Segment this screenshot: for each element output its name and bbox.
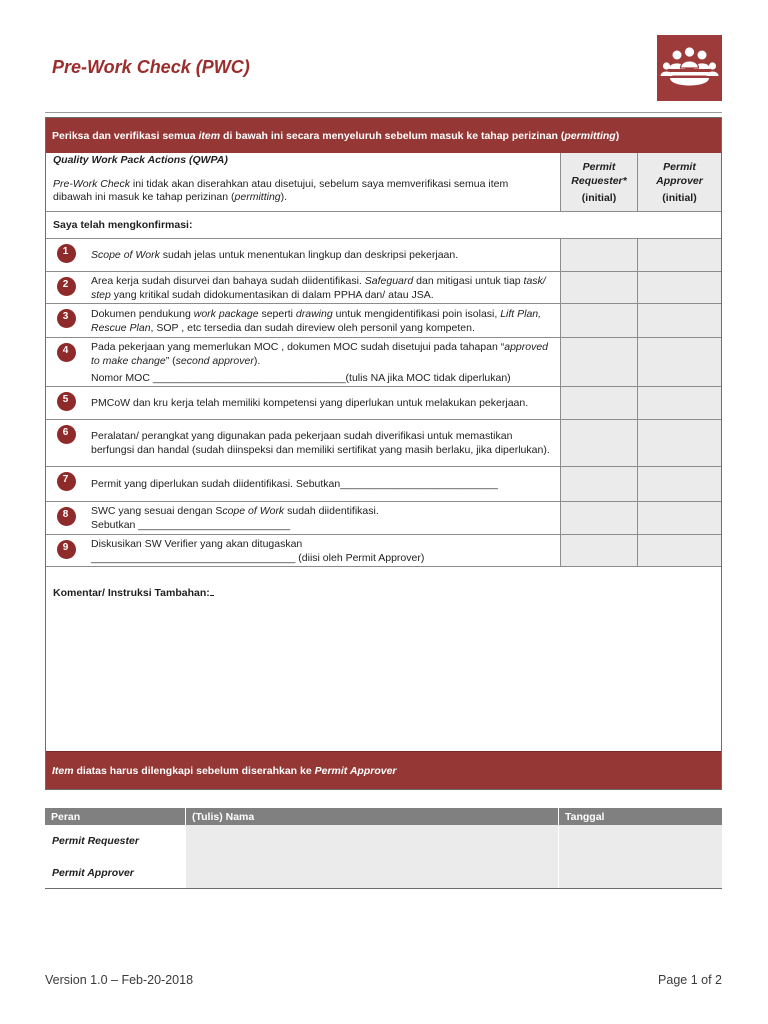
date-field[interactable]: [558, 857, 722, 888]
qwpa-title: Quality Work Pack Actions (QWPA): [53, 154, 228, 166]
checklist-item-6: [46, 419, 721, 466]
italic-text-run: Safeguard: [364, 274, 414, 287]
text-paragraph: [91, 429, 553, 457]
text-paragraph: [91, 340, 553, 368]
item-text-cell: [46, 467, 560, 501]
approver-initial-field[interactable]: [637, 420, 721, 466]
header-divider: [45, 112, 722, 113]
approver-initial-field[interactable]: [637, 467, 721, 501]
checklist-item-4: [46, 337, 721, 386]
text-run: Nomor MOC _________________________________(tulis NA jika MOC tidak diperlukan): [91, 371, 511, 384]
text-run: Diskusikan SW Verifier yang akan ditugaskan: [91, 537, 303, 550]
approver-role-label: Permit Approver: [656, 160, 703, 187]
text-run: diatas harus dilengkapi sebelum diserahkan ke: [73, 764, 315, 777]
item-number-badge: 3: [57, 309, 76, 328]
item-description: [91, 477, 553, 491]
approver-initial-field[interactable]: [637, 272, 721, 303]
item-number-badge: 7: [57, 472, 76, 491]
signature-row-approver: [45, 857, 722, 888]
item-text-cell: [46, 304, 560, 337]
checklist-item-7: [46, 466, 721, 501]
text-paragraph: [91, 396, 553, 410]
checklist-item-3: [46, 303, 721, 337]
text-run: dan mitigasi untuk tiap: [413, 274, 524, 287]
item-text-cell: [46, 420, 560, 466]
item-number-badge: 8: [57, 507, 76, 526]
text-paragraph: [91, 477, 553, 491]
item-text-cell: [46, 239, 560, 271]
item-number-badge: 9: [57, 540, 76, 559]
text-paragraph: [53, 178, 545, 204]
role-column-header: Peran: [51, 810, 81, 823]
approver-initial-field[interactable]: [637, 338, 721, 386]
checklist-item-9: [46, 534, 721, 566]
instruction-text: [52, 129, 619, 143]
checklist-item-5: [46, 386, 721, 419]
approver-initial-field[interactable]: [637, 387, 721, 419]
submission-note-text: [52, 764, 397, 778]
item-number-badge: 5: [57, 392, 76, 411]
italic-text-run: drawing: [295, 307, 333, 320]
date-column-header: Tanggal: [558, 808, 722, 825]
italic-text-run: work package: [193, 307, 259, 320]
item-text-cell: [46, 502, 560, 534]
item-description: [91, 429, 553, 457]
comments-area[interactable]: [46, 566, 721, 751]
signature-table-header: [45, 808, 722, 825]
item-description: [91, 307, 553, 335]
checklist-item-2: [46, 271, 721, 303]
text-run: di bawah ini secara menyeluruh sebelum masuk ke tahap perizinan (: [220, 129, 565, 142]
item-text-cell: [46, 535, 560, 566]
italic-text-run: cope of Work: [222, 505, 285, 517]
comments-underline: [210, 585, 214, 596]
text-paragraph: [91, 537, 553, 551]
text-run: ini tidak akan diserahkan atau disetujui, sebelum saya memverifikasi semua item dibawah ini masuk ke tahap perizinan (: [53, 178, 509, 203]
text-paragraph: [91, 504, 553, 518]
text-run: sudah jelas untuk menentukan lingkup dan deskripsi pekerjaan.: [159, 249, 459, 261]
text-run: Sebutkan __________________________: [91, 519, 291, 531]
text-run: Peralatan/ perangkat yang digunakan pada pekerjaan sudah diverifikasi untuk memastikan berfungsi dan handal (sudah diinspeksi dan memiliki sertifikat yang masih berlaku, jika diperlukan).: [91, 430, 550, 456]
approver-initial-field[interactable]: [637, 304, 721, 337]
text-run: ).: [253, 354, 261, 367]
text-run: PMCoW dan kru kerja telah memiliki kompetensi yang diperlukan untuk melakukan pekerjaan.: [91, 397, 529, 409]
item-number-badge: 2: [57, 277, 76, 296]
text-run: yang kritikal sudah didokumentasikan di dalam PPHA dan/ atau JSA.: [110, 288, 434, 301]
name-column-header: (Tulis) Nama: [185, 808, 558, 825]
people-meeting-icon: [657, 35, 722, 101]
text-run: untuk mengidentifikasi poin isolasi,: [332, 307, 501, 320]
item-description: [91, 504, 553, 532]
approver-initial-note: (initial): [662, 191, 697, 204]
text-paragraph: [91, 307, 553, 335]
italic-text-run: Permit Approver: [314, 764, 397, 777]
qwpa-description: [53, 178, 545, 204]
item-description: [91, 537, 553, 565]
text-run: ).: [280, 191, 288, 203]
version-label: Version 1.0 – Feb-20-2018: [45, 973, 194, 987]
checklist-item-1: [46, 238, 721, 271]
name-field[interactable]: [185, 857, 558, 888]
item-description: [91, 248, 553, 262]
text-paragraph: [52, 764, 397, 778]
italic-text-run: Lift Plan, Rescue Plan: [91, 307, 542, 334]
italic-text-run: permitting: [234, 191, 281, 203]
submission-note-bar: [46, 751, 721, 789]
page-number: Page 1 of 2: [658, 973, 722, 987]
requester-initial-field[interactable]: [560, 535, 637, 566]
requester-initial-note: (initial): [581, 191, 617, 204]
italic-text-run: item: [198, 129, 221, 142]
requester-initial-field[interactable]: [560, 420, 637, 466]
item-description: [91, 340, 553, 385]
permit-requester-column-header: [560, 153, 637, 211]
text-paragraph: [52, 129, 619, 143]
text-run: Periksa dan verifikasi semua: [52, 129, 199, 142]
page-title: Pre-Work Check (PWC): [52, 57, 250, 77]
permit-approver-column-header: [637, 153, 721, 211]
name-field[interactable]: [185, 825, 558, 857]
signature-table: [45, 808, 722, 889]
role-cell: Permit Approver: [52, 866, 134, 879]
text-run: , SOP , etc tersedia dan sudah direview oleh personil yang kompeten.: [150, 321, 475, 334]
logo-graphic: [657, 35, 722, 101]
date-field[interactable]: [558, 825, 722, 857]
requester-initial-field[interactable]: [560, 387, 637, 419]
confirm-row: [46, 211, 721, 238]
requester-initial-field[interactable]: [560, 502, 637, 534]
text-run: ” (: [165, 354, 176, 367]
item-text-cell: [46, 272, 560, 303]
requester-role-label: Permit Requester*: [571, 160, 627, 187]
text-run: seperti: [258, 307, 296, 320]
checklist-item-8: [46, 501, 721, 534]
role-cell: Permit Requester: [52, 835, 139, 847]
text-paragraph: [91, 551, 553, 565]
text-run: Pada pekerjaan yang memerlukan MOC , dokumen MOC sudah disetujui pada tahapan “: [91, 340, 505, 353]
item-text-cell: [46, 338, 560, 386]
text-paragraph: [91, 518, 553, 532]
comments-label: Komentar/ Instruksi Tambahan:: [53, 587, 210, 599]
item-description: [91, 396, 553, 410]
text-paragraph: [91, 274, 553, 302]
item-number-badge: 4: [57, 343, 76, 362]
signature-row-requester: [45, 825, 722, 857]
text-run: Dokumen pendukung: [91, 307, 194, 320]
italic-text-run: second approver: [175, 354, 254, 367]
text-run: Permit yang diperlukan sudah diidentifikasi. Sebutkan___________________________: [91, 478, 498, 490]
item-number-badge: 6: [57, 425, 76, 444]
text-paragraph: [91, 248, 553, 262]
italic-text-run: Item: [52, 764, 74, 777]
text-run: sudah diidentifikasi.: [284, 505, 379, 517]
requester-initial-field[interactable]: [560, 272, 637, 303]
text-run: SWC yang sesuai dengan S: [91, 505, 223, 517]
requester-initial-field[interactable]: [560, 304, 637, 337]
text-run: Area kerja sudah disurvei dan bahaya sudah diidentifikasi.: [91, 274, 365, 287]
checklist-table: [45, 117, 722, 790]
item-description: [91, 274, 553, 302]
requester-initial-field[interactable]: [560, 338, 637, 386]
requester-initial-field[interactable]: [560, 239, 637, 271]
text-paragraph: [91, 371, 553, 385]
item-number-badge: 1: [57, 244, 76, 263]
italic-text-run: Scope of Work: [91, 249, 160, 261]
italic-text-run: task/ step: [91, 274, 546, 301]
approver-initial-field[interactable]: [637, 502, 721, 534]
qwpa-header-row: [46, 153, 721, 211]
text-run: ): [615, 129, 620, 142]
text-run: ___________________________________ (diisi oleh Permit Approver): [91, 551, 425, 564]
italic-text-run: Pre-Work Check: [53, 178, 131, 190]
item-text-cell: [46, 387, 560, 419]
italic-text-run: approved to make change: [91, 340, 549, 367]
requester-initial-field[interactable]: [560, 467, 637, 501]
confirm-label: Saya telah mengkonfirmasi:: [53, 219, 193, 231]
approver-initial-field[interactable]: [637, 239, 721, 271]
instruction-bar: [46, 118, 721, 153]
italic-text-run: permitting: [564, 129, 616, 142]
qwpa-cell: [46, 153, 560, 211]
approver-initial-field[interactable]: [637, 535, 721, 566]
